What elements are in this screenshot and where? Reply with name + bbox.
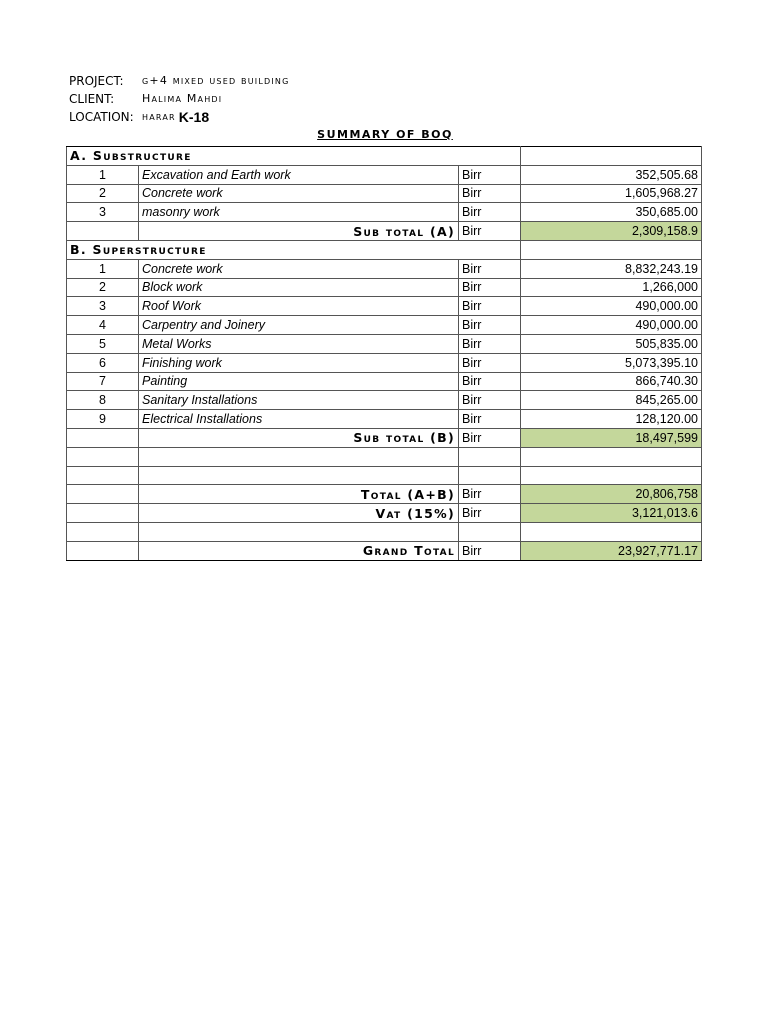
grand-total-row: [67, 541, 702, 560]
table-row: [67, 391, 702, 410]
table-row: [67, 316, 702, 335]
document-title: SUMMARY OF BOQ: [317, 128, 453, 141]
item-unit: Birr: [459, 391, 521, 410]
item-unit: Birr: [459, 259, 521, 278]
item-description: Excavation and Earth work: [139, 165, 459, 184]
item-number: 7: [67, 372, 139, 391]
subtotal-unit: Birr: [459, 222, 521, 241]
item-amount: 845,265.00: [521, 391, 702, 410]
item-description: Electrical Installations: [139, 410, 459, 429]
subtotal-label: Sub total (B): [139, 428, 459, 447]
item-number: 1: [67, 165, 139, 184]
subtotal-amount: 18,497,599: [521, 428, 702, 447]
client-value: Halima Mahdi: [142, 92, 223, 105]
item-number: 2: [67, 278, 139, 297]
empty-cell: [67, 428, 139, 447]
item-amount: 1,266,000: [521, 278, 702, 297]
empty-cell: [521, 147, 702, 166]
empty-cell: [67, 466, 139, 485]
table-row: [67, 334, 702, 353]
item-number: 5: [67, 334, 139, 353]
empty-cell: [521, 466, 702, 485]
total-label: Total (A+B): [139, 485, 459, 504]
grand-total-amount: 23,927,771.17: [521, 541, 702, 560]
item-description: Block work: [139, 278, 459, 297]
blank-row: [67, 466, 702, 485]
project-row: [69, 72, 289, 90]
location-code: K-18: [178, 109, 210, 125]
table-row: [67, 410, 702, 429]
item-amount: 8,832,243.19: [521, 259, 702, 278]
item-unit: Birr: [459, 372, 521, 391]
item-description: masonry work: [139, 203, 459, 222]
item-description: Painting: [139, 372, 459, 391]
project-label: PROJECT:: [69, 74, 124, 88]
boq-table-body: [67, 147, 702, 561]
section-title: A. Substructure: [67, 147, 521, 166]
subtotal-label: Sub total (A): [139, 222, 459, 241]
item-number: 1: [67, 259, 139, 278]
item-unit: Birr: [459, 297, 521, 316]
section-header-row: [67, 147, 702, 166]
client-label: CLIENT:: [69, 92, 115, 106]
table-row: [67, 203, 702, 222]
item-amount: 352,505.68: [521, 165, 702, 184]
item-description: Carpentry and Joinery: [139, 316, 459, 335]
item-unit: Birr: [459, 316, 521, 335]
item-description: Metal Works: [139, 334, 459, 353]
section-title: B. Superstructure: [67, 240, 521, 259]
empty-cell: [67, 522, 139, 541]
item-amount: 490,000.00: [521, 297, 702, 316]
empty-cell: [139, 447, 459, 466]
item-amount: 350,685.00: [521, 203, 702, 222]
item-amount: 5,073,395.10: [521, 353, 702, 372]
table-row: [67, 259, 702, 278]
grand-total-unit: Birr: [459, 541, 521, 560]
empty-cell: [67, 447, 139, 466]
item-number: 3: [67, 203, 139, 222]
item-unit: Birr: [459, 165, 521, 184]
boq-summary-table: [66, 146, 702, 561]
item-unit: Birr: [459, 203, 521, 222]
project-value: g+4 mixed used building: [142, 74, 290, 87]
item-number: 6: [67, 353, 139, 372]
item-unit: Birr: [459, 353, 521, 372]
empty-cell: [521, 522, 702, 541]
item-description: Sanitary Installations: [139, 391, 459, 410]
empty-cell: [521, 447, 702, 466]
item-unit: Birr: [459, 410, 521, 429]
empty-cell: [459, 522, 521, 541]
empty-cell: [139, 466, 459, 485]
empty-cell: [521, 240, 702, 259]
table-row: [67, 372, 702, 391]
item-number: 3: [67, 297, 139, 316]
subtotal-row: [67, 428, 702, 447]
item-description: Concrete work: [139, 184, 459, 203]
location-label: LOCATION:: [69, 110, 134, 124]
empty-cell: [67, 485, 139, 504]
empty-cell: [67, 222, 139, 241]
location-value: harar: [142, 110, 176, 123]
empty-cell: [459, 447, 521, 466]
vat-label: Vat (15%): [139, 504, 459, 523]
section-header-row: [67, 240, 702, 259]
item-amount: 1,605,968.27: [521, 184, 702, 203]
total-amount: 20,806,758: [521, 485, 702, 504]
item-unit: Birr: [459, 184, 521, 203]
item-number: 9: [67, 410, 139, 429]
vat-amount: 3,121,013.6: [521, 504, 702, 523]
empty-cell: [67, 504, 139, 523]
subtotal-amount: 2,309,158.9: [521, 222, 702, 241]
vat-unit: Birr: [459, 504, 521, 523]
subtotal-row: [67, 222, 702, 241]
item-amount: 866,740.30: [521, 372, 702, 391]
project-header: [69, 72, 289, 126]
location-row: [69, 108, 289, 126]
item-description: Roof Work: [139, 297, 459, 316]
subtotal-unit: Birr: [459, 428, 521, 447]
empty-cell: [139, 522, 459, 541]
table-row: [67, 184, 702, 203]
blank-row: [67, 447, 702, 466]
empty-cell: [67, 541, 139, 560]
empty-cell: [459, 466, 521, 485]
item-unit: Birr: [459, 278, 521, 297]
total-row: [67, 485, 702, 504]
vat-row: [67, 504, 702, 523]
table-row: [67, 165, 702, 184]
item-unit: Birr: [459, 334, 521, 353]
total-unit: Birr: [459, 485, 521, 504]
blank-row: [67, 522, 702, 541]
table-row: [67, 297, 702, 316]
item-description: Finishing work: [139, 353, 459, 372]
item-number: 2: [67, 184, 139, 203]
item-amount: 128,120.00: [521, 410, 702, 429]
client-row: [69, 90, 289, 108]
item-number: 8: [67, 391, 139, 410]
item-number: 4: [67, 316, 139, 335]
grand-total-label: Grand Total: [139, 541, 459, 560]
item-description: Concrete work: [139, 259, 459, 278]
item-amount: 490,000.00: [521, 316, 702, 335]
table-row: [67, 353, 702, 372]
table-row: [67, 278, 702, 297]
item-amount: 505,835.00: [521, 334, 702, 353]
